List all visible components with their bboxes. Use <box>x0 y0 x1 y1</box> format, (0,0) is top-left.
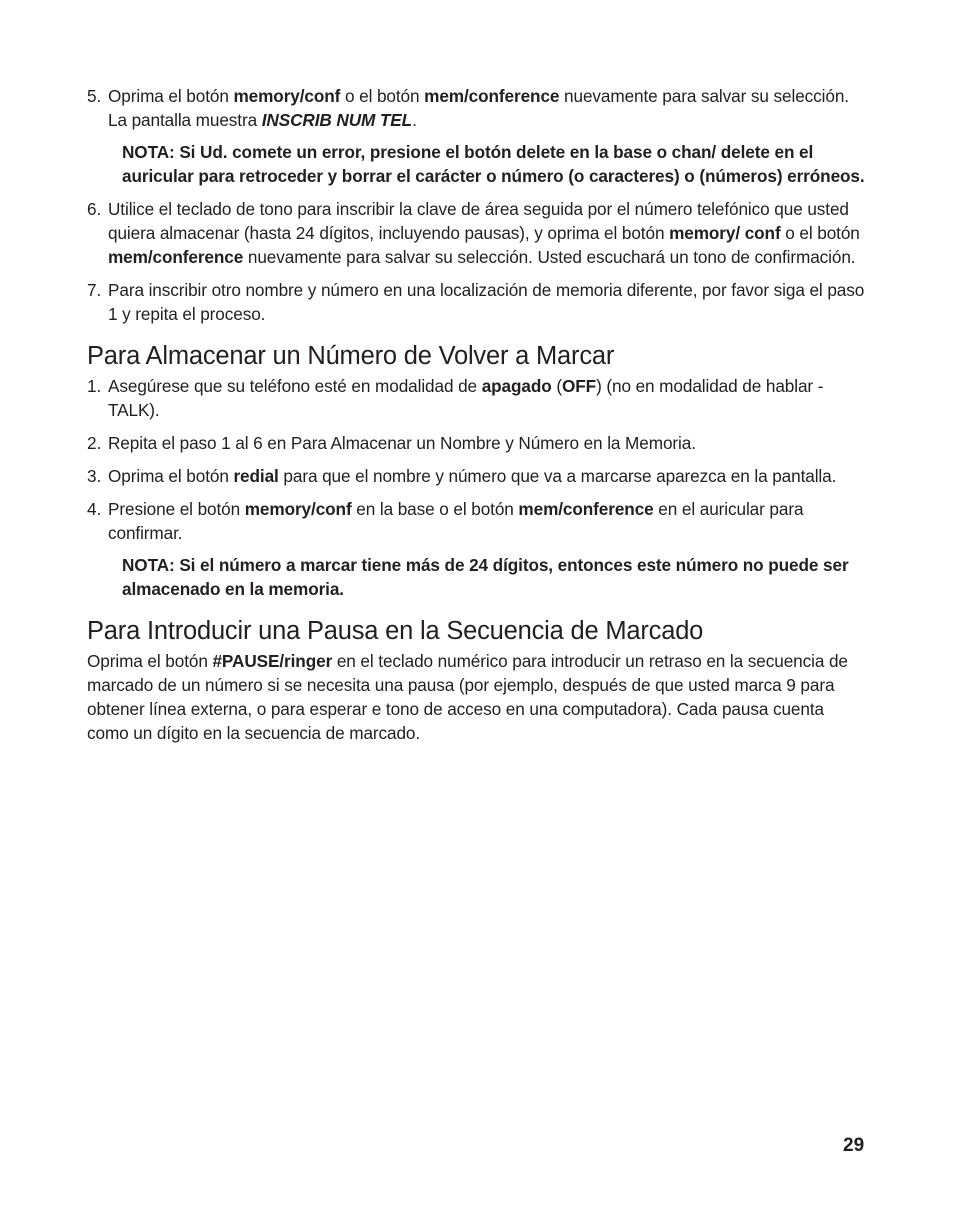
list-item-step-5: 5. Oprima el botón memory/conf o el botón mem/conference nuevamente para salvar su selección. La pantalla muestra INSCRIB NUM TEL. <box>87 86 849 130</box>
button-name: memory/ conf <box>669 223 781 243</box>
display-text: INSCRIB NUM TEL <box>261 110 413 130</box>
list-item-step-4: 4. Presione el botón memory/conf en la base o el botón mem/conference en el auricular para confirmar. <box>87 499 804 543</box>
button-name: #PAUSE/ringer <box>212 651 333 671</box>
button-name: redial <box>233 466 279 486</box>
list-number: 1. <box>87 376 102 396</box>
note-digit-limit: NOTA: Si el número a marcar tiene más de 24 dígitos, entonces este número no puede ser almacenado en la memoria. <box>122 555 849 599</box>
page-number: 29 <box>843 1135 865 1156</box>
section-heading-redial: Para Almacenar un Número de Volver a Marcar <box>87 342 615 370</box>
list-number: 7. <box>87 280 102 300</box>
list-item-step-6: 6. Utilice el teclado de tono para inscribir la clave de área seguida por el número telefónico que usted quiera almacenar (hasta 24 dígitos, incluyendo pausas), y oprima el botón memory/ conf o el botón mem/conference nuevamente para salvar su selección. Usted escuchará un tono de confirmación. <box>87 199 860 267</box>
pause-paragraph: Oprima el botón #PAUSE/ringer en el teclado numérico para introducir un retraso en la secuencia de marcado de un número si se necesita una pausa (por ejemplo, después de que usted marca 9 para obtener línea externa, o para esperar e tono de acceso en una computadora). Cada pausa cuenta como un dígito en la secuencia de marcado. <box>87 651 848 743</box>
note-error: NOTA: Si Ud. comete un error, presione el botón delete en la base o chan/ delete en el auricular para retroceder y borrar el carácter o número (o caracteres) o (números) erróneos. <box>122 142 865 186</box>
list-item-step-2: 2. Repita el paso 1 al 6 en Para Almacenar un Nombre y Número en la Memoria. <box>87 433 696 453</box>
list-item-step-7: 7. Para inscribir otro nombre y número en una localización de memoria diferente, por favor siga el paso 1 y repita el proceso. <box>87 280 865 324</box>
list-number: 5. <box>87 86 102 106</box>
page-content <box>87 84 869 745</box>
list-number: 3. <box>87 466 102 486</box>
list-number: 4. <box>87 499 102 519</box>
button-name: mem/conference <box>108 247 244 267</box>
list-number: 2. <box>87 433 102 453</box>
list-item-step-1: 1. Asegúrese que su teléfono esté en modalidad de apagado (OFF) (no en modalidad de hablar -TALK). <box>87 376 824 420</box>
button-name: mem/conference <box>518 499 654 519</box>
button-name: memory/conf <box>244 499 352 519</box>
section-heading-pause: Para Introducir una Pausa en la Secuencia de Marcado <box>87 617 704 645</box>
list-item-step-3: 3. Oprima el botón redial para que el nombre y número que va a marcarse aparezca en la pantalla. <box>87 466 837 486</box>
button-name: mem/conference <box>424 86 560 106</box>
list-number: 6. <box>87 199 102 219</box>
button-name: memory/conf <box>233 86 341 106</box>
